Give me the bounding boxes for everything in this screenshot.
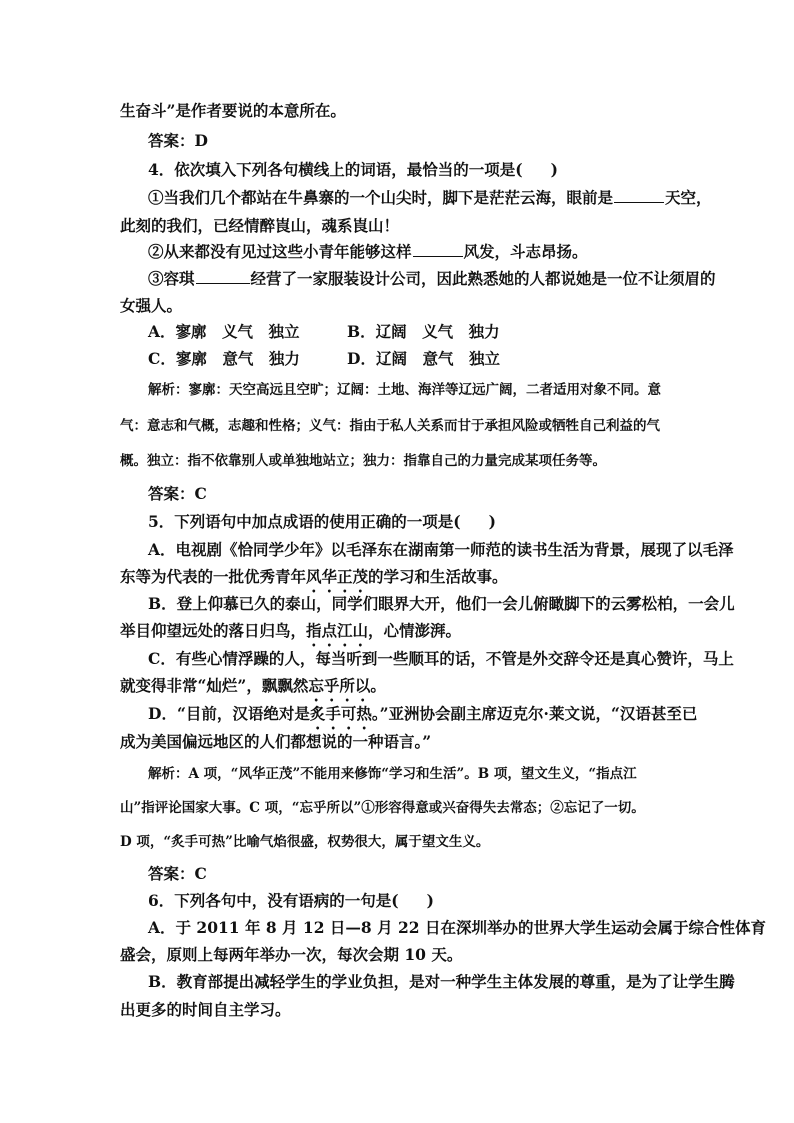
- fill-blank: [196, 269, 250, 284]
- q4-answer: 答案：C: [148, 484, 207, 503]
- q4-option-c: C．寥廓 意气 独力: [148, 349, 300, 368]
- question-6-stem: 6．下列各句中，没有语病的一句是( ): [148, 891, 434, 910]
- q4-option-d: D．辽阔 意气 独立: [347, 349, 500, 368]
- q4-option-b: B．辽阔 义气 独力: [347, 322, 500, 341]
- text-line: 生奋斗”是作者要说的本意所在。: [120, 101, 346, 120]
- q4-explanation-1: 解析：寥廓：天空高远且空旷；辽阔：土地、海洋等辽远广阔，二者适用对象不同。意: [148, 382, 661, 398]
- q5-option-a-line-1: A．电视剧《恰同学少年》以毛泽东在湖南第一师范的读书生活为背景，展现了以毛泽: [148, 540, 734, 559]
- question-4-stem: 4．依次填入下列各句横线上的词语，最恰当的一项是( ): [148, 160, 558, 179]
- q5-explanation-2: 山”指评论国家大事。C 项，“忘乎所以”①形容得意或兴奋得失去常态；②忘记了一切。: [120, 800, 645, 816]
- q4-sentence-1-cont: 此刻的我们，已经情醉崀山，魂系崀山！: [120, 216, 400, 235]
- q5-option-c-line-2: 就变得非常“灿烂”，飘飘然忘乎所以。: [120, 676, 386, 695]
- q4-explanation-2: 气：意志和气概，志趣和性格；义气：指由于私人关系而甘于承担风险或牺牲自己利益的气: [120, 418, 660, 434]
- q5-option-d-line-1: D．“目前，汉语绝对是炙手可热。”亚洲协会副主席迈克尔·莱文说，“汉语甚至已: [148, 704, 698, 723]
- question-5-stem: 5．下列语句中加点成语的使用正确的一项是( ): [148, 512, 496, 531]
- q4-sentence-2: ②从来都没有见过这些小青年能够这样 风发，斗志昂扬。: [148, 242, 588, 261]
- q4-sentence-3-cont: 女强人。: [120, 296, 183, 315]
- q4-sentence-3: ③容琪 经营了一家服装设计公司，因此熟悉她的人都说她是一位不让须眉的: [148, 269, 716, 288]
- q6-option-b-line-1: B．教育部提出减轻学生的学业负担，是对一种学生主体发展的尊重，是为了让学生腾: [148, 972, 735, 991]
- q6-option-b-line-2: 出更多的时间自主学习。: [120, 1000, 291, 1019]
- q5-explanation-1: 解析：A 项，“风华正茂”不能用来修饰“学习和生活”。B 项，望文生义，“指点江: [148, 766, 637, 782]
- q5-option-b-line-1: B．登上仰慕已久的泰山，同学们眼界大开，他们一会儿俯瞰脚下的云雾松柏，一会儿: [148, 594, 735, 613]
- dotted-idiom: 风华正茂: [306, 567, 369, 586]
- q5-option-b-line-2: 举目仰望远处的落日归鸟，指点江山，心情澎湃。: [120, 621, 462, 640]
- q6-option-a-line-1: A．于 2011 年 8 月 12 日—8 月 22 日在深圳举办的世界大学生运动会属于综合性体育: [148, 918, 766, 937]
- fill-blank: [614, 188, 664, 203]
- q5-option-d-line-2: 成为美国偏远地区的人们都想说的一种语言。”: [120, 732, 432, 751]
- q5-option-a-line-2: 东等为代表的一批优秀青年风华正茂的学习和生活故事。: [120, 567, 508, 586]
- fill-blank: [413, 242, 463, 257]
- dotted-idiom: 炙手可热: [309, 704, 372, 723]
- q6-option-a-line-2: 盛会，原则上每两年举办一次，每次会期 10 天。: [120, 945, 463, 964]
- answer-line: 答案：D: [148, 131, 208, 150]
- q4-option-a: A．寥廓 义气 独立: [148, 322, 300, 341]
- q4-explanation-3: 概。独立：指不依靠别人或单独地站立；独力：指靠自己的力量完成某项任务等。: [120, 453, 606, 469]
- q5-explanation-3: D 项，“炙手可热”比喻气焰很盛，权势很大，属于望文生义。: [120, 834, 490, 850]
- dotted-idiom: 指点江山: [306, 621, 369, 640]
- q5-answer: 答案：C: [148, 864, 207, 883]
- dotted-idiom: 忘乎所以: [308, 676, 371, 695]
- q5-option-c-line-1: C．有些心情浮躁的人，每当听到一些顺耳的话，不管是外交辞令还是真心赞许，马上: [148, 649, 734, 668]
- q4-sentence-1: ①当我们几个都站在牛鼻寨的一个山尖时，脚下是茫茫云海，眼前是 天空，: [148, 188, 712, 207]
